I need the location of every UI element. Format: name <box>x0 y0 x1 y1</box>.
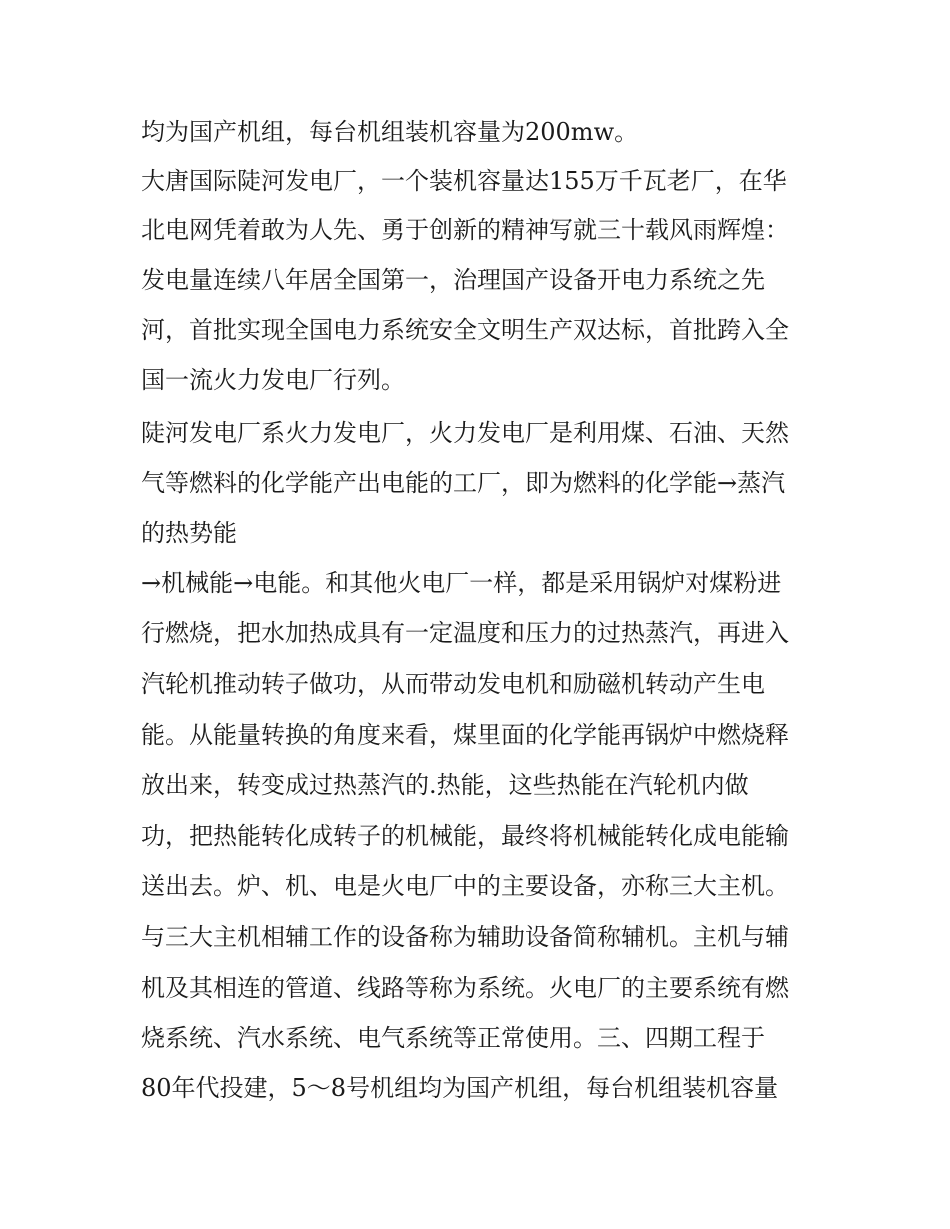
text-line-11: 行燃烧，把水加热成具有一定温度和压力的过热蒸汽，再进入 <box>141 619 789 647</box>
text-line-8: 气等燃料的化学能产出电能的工厂，即为燃料的化学能→蒸汽 <box>141 469 786 497</box>
text-line-5: 河，首批实现全国电力系统安全文明生产双达标，首批跨入全 <box>141 316 789 344</box>
text-line-15: 功，把热能转化成转子的机械能，最终将机械能转化成电能输 <box>141 822 789 850</box>
text-line-12: 汽轮机推动转子做功，从而带动发电机和励磁机转动产生电 <box>141 670 765 698</box>
text-line-16: 送出去。炉、机、电是火电厂中的主要设备，亦称三大主机。 <box>141 872 789 900</box>
text-line-20: 80年代投建，5～8号机组均为国产机组，每台机组装机容量 <box>141 1074 779 1102</box>
text-line-14: 放出来，转变成过热蒸汽的.热能，这些热能在汽轮机内做 <box>141 771 749 799</box>
text-line-9: 的热势能 <box>141 519 237 547</box>
text-line-18: 机及其相连的管道、线路等称为系统。火电厂的主要系统有燃 <box>141 974 789 1002</box>
text-line-3: 北电网凭着敢为人先、勇于创新的精神写就三十载风雨辉煌： <box>141 216 789 244</box>
text-line-10: →机械能→电能。和其他火电厂一样，都是采用锅炉对煤粉进 <box>141 569 782 597</box>
text-line-19: 烧系统、汽水系统、电气系统等正常使用。三、四期工程于 <box>141 1024 765 1052</box>
text-line-17: 与三大主机相辅工作的设备称为辅助设备简称辅机。主机与辅 <box>141 923 789 951</box>
text-line-6: 国一流火力发电厂行列。 <box>141 366 405 394</box>
text-line-13: 能。从能量转换的角度来看，煤里面的化学能再锅炉中燃烧释 <box>141 721 789 749</box>
text-line-4: 发电量连续八年居全国第一，治理国产设备开电力系统之先 <box>141 266 765 294</box>
text-line-1: 均为国产机组，每台机组装机容量为200mw。 <box>141 118 639 146</box>
text-line-7: 陡河发电厂系火力发电厂，火力发电厂是利用煤、石油、天然 <box>141 419 789 447</box>
text-line-2: 大唐国际陡河发电厂，一个装机容量达155万千瓦老厂，在华 <box>141 167 787 195</box>
